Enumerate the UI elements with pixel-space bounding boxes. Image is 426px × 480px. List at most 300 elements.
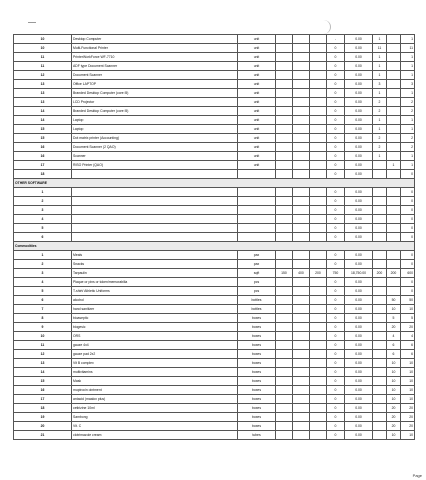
item-number: 15 [14, 125, 72, 134]
row-total: 0 [401, 251, 415, 260]
qty-cell [310, 35, 327, 44]
item-number: 14 [14, 107, 72, 116]
item-number: 8 [14, 314, 72, 323]
item-number: 9 [14, 323, 72, 332]
qty-cell [387, 251, 401, 260]
item-description: hand sanitizer [72, 305, 238, 314]
row-total: 0 [401, 197, 415, 206]
total-qty: 0 [327, 107, 345, 116]
qty-cell [276, 332, 293, 341]
qty-cell [276, 287, 293, 296]
qty-cell [310, 386, 327, 395]
qty-cell [293, 143, 310, 152]
scan-mark [28, 18, 36, 23]
item-unit: pcs [238, 278, 276, 287]
item-unit: unit [238, 161, 276, 170]
item-number: 15 [14, 134, 72, 143]
qty-cell [293, 44, 310, 53]
qty-cell: 10 [387, 431, 401, 440]
item-description: cetirizine 10ml [72, 404, 238, 413]
qty-cell [310, 404, 327, 413]
qty-cell [387, 170, 401, 179]
item-description [72, 233, 238, 242]
qty-cell [293, 134, 310, 143]
item-number: 20 [14, 422, 72, 431]
qty-cell [310, 368, 327, 377]
qty-cell [387, 71, 401, 80]
qty-cell [310, 332, 327, 341]
total-qty: 0 [327, 350, 345, 359]
total-amount: 0.00 [345, 116, 373, 125]
table-row [14, 62, 415, 71]
qty-cell: 6 [387, 350, 401, 359]
item-description: Sambong [72, 413, 238, 422]
qty-cell [387, 89, 401, 98]
table-row [14, 170, 415, 179]
qty-cell [276, 377, 293, 386]
item-description [72, 215, 238, 224]
item-number: 5 [14, 224, 72, 233]
row-total: 600 [401, 269, 415, 278]
item-description: Branded Desktop Computer (core i5) [72, 89, 238, 98]
qty-cell [387, 260, 401, 269]
item-number: 13 [14, 89, 72, 98]
item-description: Mask [72, 377, 238, 386]
item-number: 2 [14, 197, 72, 206]
row-total: 20 [401, 404, 415, 413]
qty-cell [310, 152, 327, 161]
qty-cell [293, 422, 310, 431]
qty-cell [310, 305, 327, 314]
qty-cell [310, 350, 327, 359]
total-amount: 0.00 [345, 278, 373, 287]
item-unit: unit [238, 98, 276, 107]
table-row [14, 368, 415, 377]
qty-cell: 5 [387, 314, 401, 323]
page-footer: Page [412, 473, 422, 478]
qty-cell [373, 314, 387, 323]
qty-cell [373, 188, 387, 197]
total-qty: 0 [327, 125, 345, 134]
item-number: 11 [14, 341, 72, 350]
total-amount: 0.00 [345, 89, 373, 98]
qty-cell: 20 [387, 404, 401, 413]
total-qty: 0 [327, 386, 345, 395]
qty-cell [293, 395, 310, 404]
section-title: Commodities [14, 242, 415, 251]
item-unit: boxes [238, 422, 276, 431]
qty-cell [387, 80, 401, 89]
qty-cell [276, 278, 293, 287]
row-total: 10 [401, 305, 415, 314]
total-amount: 0.00 [345, 413, 373, 422]
item-unit: boxes [238, 413, 276, 422]
item-unit: unit [238, 134, 276, 143]
total-qty: 0 [327, 71, 345, 80]
qty-cell [387, 116, 401, 125]
row-total: 6 [401, 350, 415, 359]
table-row [14, 395, 415, 404]
qty-cell [373, 224, 387, 233]
item-description: Office LAPTOP [72, 80, 238, 89]
total-amount: 0.00 [345, 386, 373, 395]
qty-cell [310, 431, 327, 440]
qty-cell [310, 44, 327, 53]
item-unit: boxes [238, 314, 276, 323]
qty-cell [276, 107, 293, 116]
item-description: LCD Projector [72, 98, 238, 107]
total-amount: 0.00 [345, 197, 373, 206]
qty-cell [293, 350, 310, 359]
item-number: 13 [14, 359, 72, 368]
qty-cell [310, 260, 327, 269]
row-total: 5 [401, 314, 415, 323]
qty-cell [276, 251, 293, 260]
table-row [14, 80, 415, 89]
qty-cell: 1 [373, 35, 387, 44]
qty-cell [276, 143, 293, 152]
qty-cell [310, 206, 327, 215]
item-description: gauze 4x4 [72, 341, 238, 350]
qty-cell: 200 [373, 269, 387, 278]
table-row [14, 341, 415, 350]
total-qty: 0 [327, 233, 345, 242]
row-total: 0 [401, 188, 415, 197]
total-amount: 0.00 [345, 152, 373, 161]
row-total: 2 [401, 143, 415, 152]
qty-cell [293, 206, 310, 215]
qty-cell [276, 125, 293, 134]
qty-cell: 10 [387, 305, 401, 314]
total-amount: 0.00 [345, 224, 373, 233]
item-unit: unit [238, 80, 276, 89]
item-number: 18 [14, 170, 72, 179]
item-unit: bottles [238, 305, 276, 314]
total-qty: 0 [327, 80, 345, 89]
row-total: 3 [401, 80, 415, 89]
item-number: 13 [14, 80, 72, 89]
item-number: 5 [14, 287, 72, 296]
total-amount: 0.00 [345, 350, 373, 359]
qty-cell [276, 341, 293, 350]
qty-cell [387, 107, 401, 116]
item-number: 10 [14, 44, 72, 53]
qty-cell [387, 278, 401, 287]
total-amount: 0.00 [345, 323, 373, 332]
row-total: 20 [401, 323, 415, 332]
qty-cell [293, 233, 310, 242]
page-curl-shadow [316, 20, 331, 34]
qty-cell [293, 404, 310, 413]
qty-cell [276, 422, 293, 431]
item-number: 11 [14, 62, 72, 71]
qty-cell [310, 89, 327, 98]
qty-cell [310, 161, 327, 170]
qty-cell [293, 296, 310, 305]
item-number: 4 [14, 278, 72, 287]
qty-cell [293, 287, 310, 296]
qty-cell [387, 206, 401, 215]
item-description: Multi-Functional Printer [72, 44, 238, 53]
item-description: biogesic [72, 323, 238, 332]
total-amount: 0.00 [345, 395, 373, 404]
qty-cell [310, 143, 327, 152]
qty-cell [293, 260, 310, 269]
qty-cell [293, 368, 310, 377]
item-unit: pax [238, 260, 276, 269]
total-qty: 0 [327, 368, 345, 377]
row-total: 10 [401, 431, 415, 440]
item-description: Laptop [72, 116, 238, 125]
total-qty: 0 [327, 161, 345, 170]
item-unit: unit [238, 35, 276, 44]
item-description: RISO Printer (QAO) [72, 161, 238, 170]
total-qty: 0 [327, 341, 345, 350]
qty-cell [387, 152, 401, 161]
qty-cell [293, 215, 310, 224]
total-amount: 0.00 [345, 377, 373, 386]
qty-cell [310, 395, 327, 404]
item-number: 10 [14, 35, 72, 44]
qty-cell [310, 251, 327, 260]
qty-cell: 2 [373, 134, 387, 143]
qty-cell [373, 395, 387, 404]
qty-cell [276, 152, 293, 161]
qty-cell [387, 134, 401, 143]
qty-cell [373, 251, 387, 260]
qty-cell [276, 134, 293, 143]
qty-cell [387, 215, 401, 224]
qty-cell [373, 404, 387, 413]
row-total: 0 [401, 215, 415, 224]
total-amount: 0.00 [345, 431, 373, 440]
item-description: Snacks [72, 260, 238, 269]
item-number: 1 [14, 251, 72, 260]
qty-cell [373, 260, 387, 269]
qty-cell [310, 98, 327, 107]
item-unit [238, 170, 276, 179]
qty-cell: 10 [387, 377, 401, 386]
row-total: 0 [401, 287, 415, 296]
qty-cell [293, 359, 310, 368]
qty-cell: 1 [373, 152, 387, 161]
qty-cell [276, 71, 293, 80]
total-qty: 0 [327, 224, 345, 233]
item-number: 21 [14, 431, 72, 440]
item-description: Document Scanner [72, 71, 238, 80]
item-description: Plaque or pins or token/memorabilia [72, 278, 238, 287]
qty-cell [310, 116, 327, 125]
total-amount: 0.00 [345, 134, 373, 143]
item-description [72, 170, 238, 179]
table-row [14, 413, 415, 422]
qty-cell [293, 116, 310, 125]
item-number: 19 [14, 413, 72, 422]
total-amount: 0.00 [345, 314, 373, 323]
qty-cell: 6 [387, 341, 401, 350]
total-qty: 0 [327, 53, 345, 62]
qty-cell: 11 [373, 44, 387, 53]
total-qty: 0 [327, 152, 345, 161]
table-row [14, 89, 415, 98]
row-total: 0 [401, 260, 415, 269]
row-total: 1 [401, 35, 415, 44]
total-amount: 0.00 [345, 215, 373, 224]
qty-cell [373, 386, 387, 395]
item-unit: boxes [238, 395, 276, 404]
item-description: Meals [72, 251, 238, 260]
qty-cell: 3 [373, 80, 387, 89]
total-qty: 0 [327, 116, 345, 125]
item-unit: tubes [238, 431, 276, 440]
row-total: 1 [401, 152, 415, 161]
item-description: alcohol [72, 296, 238, 305]
qty-cell [276, 80, 293, 89]
item-unit [238, 233, 276, 242]
table-row [14, 143, 415, 152]
row-total: 11 [401, 44, 415, 53]
qty-cell [373, 431, 387, 440]
table-row [14, 44, 415, 53]
table-row [14, 71, 415, 80]
qty-cell [293, 62, 310, 71]
total-amount: 0.00 [345, 332, 373, 341]
table-row [14, 404, 415, 413]
qty-cell [293, 152, 310, 161]
total-qty: 0 [327, 62, 345, 71]
qty-cell [373, 170, 387, 179]
qty-cell [373, 323, 387, 332]
row-total: 50 [401, 296, 415, 305]
qty-cell [276, 233, 293, 242]
qty-cell: 1 [373, 116, 387, 125]
total-qty: 0 [327, 206, 345, 215]
row-total: 1 [401, 125, 415, 134]
qty-cell: 10 [387, 386, 401, 395]
item-number: 11 [14, 53, 72, 62]
qty-cell [387, 98, 401, 107]
item-unit: unit [238, 152, 276, 161]
total-qty: 0 [327, 251, 345, 260]
row-total: 1 [401, 161, 415, 170]
table-row [14, 161, 415, 170]
table-row [14, 332, 415, 341]
item-unit: boxes [238, 359, 276, 368]
table-row [14, 431, 415, 440]
qty-cell [276, 53, 293, 62]
qty-cell [387, 44, 401, 53]
total-qty: 0 [327, 431, 345, 440]
total-qty: 0 [327, 413, 345, 422]
total-amount: 0.00 [345, 422, 373, 431]
qty-cell [293, 71, 310, 80]
table-row [14, 107, 415, 116]
total-amount: 0.00 [345, 359, 373, 368]
item-unit: sqft [238, 269, 276, 278]
item-description: ORS [72, 332, 238, 341]
item-unit [238, 188, 276, 197]
table-row [14, 233, 415, 242]
qty-cell [293, 188, 310, 197]
item-unit: boxes [238, 368, 276, 377]
total-amount: 18,750.00 [345, 269, 373, 278]
qty-cell [373, 359, 387, 368]
table-row [14, 53, 415, 62]
row-total: 2 [401, 134, 415, 143]
item-number: 12 [14, 350, 72, 359]
item-unit: boxes [238, 341, 276, 350]
row-total: 10 [401, 395, 415, 404]
item-number: 6 [14, 233, 72, 242]
qty-cell [310, 233, 327, 242]
total-qty: 0 [327, 359, 345, 368]
table-row [14, 386, 415, 395]
qty-cell [293, 332, 310, 341]
total-amount: 0.00 [345, 188, 373, 197]
table-row [14, 197, 415, 206]
qty-cell [276, 89, 293, 98]
qty-cell [276, 206, 293, 215]
item-unit: boxes [238, 323, 276, 332]
qty-cell [293, 98, 310, 107]
item-unit: unit [238, 89, 276, 98]
qty-cell [387, 62, 401, 71]
qty-cell [310, 224, 327, 233]
qty-cell [310, 422, 327, 431]
qty-cell [310, 125, 327, 134]
item-description: Vit B complex [72, 359, 238, 368]
qty-cell: 1 [373, 53, 387, 62]
total-amount: 0.00 [345, 80, 373, 89]
qty-cell [293, 323, 310, 332]
item-unit: unit [238, 116, 276, 125]
table-row [14, 377, 415, 386]
item-description: antacid (maalox plus) [72, 395, 238, 404]
qty-cell [276, 350, 293, 359]
row-total: 1 [401, 116, 415, 125]
qty-cell [276, 314, 293, 323]
item-unit [238, 224, 276, 233]
row-total: 10 [401, 368, 415, 377]
qty-cell: 400 [293, 269, 310, 278]
qty-cell [373, 215, 387, 224]
table-row [14, 260, 415, 269]
table-row [14, 116, 415, 125]
qty-cell [276, 260, 293, 269]
qty-cell [387, 233, 401, 242]
table-row [14, 251, 415, 260]
item-number: 16 [14, 143, 72, 152]
total-amount: 0.00 [345, 404, 373, 413]
item-description: Vit. C [72, 422, 238, 431]
item-unit: boxes [238, 404, 276, 413]
item-unit: unit [238, 71, 276, 80]
qty-cell [373, 206, 387, 215]
total-qty: 0 [327, 305, 345, 314]
row-total: 0 [401, 278, 415, 287]
row-total: 1 [401, 62, 415, 71]
qty-cell [293, 35, 310, 44]
qty-cell [276, 215, 293, 224]
inventory-sheet [13, 34, 414, 440]
item-number: 14 [14, 116, 72, 125]
total-qty: 0 [327, 287, 345, 296]
table-row [14, 422, 415, 431]
row-total: 2 [401, 98, 415, 107]
qty-cell [373, 305, 387, 314]
qty-cell [293, 305, 310, 314]
qty-cell [310, 53, 327, 62]
